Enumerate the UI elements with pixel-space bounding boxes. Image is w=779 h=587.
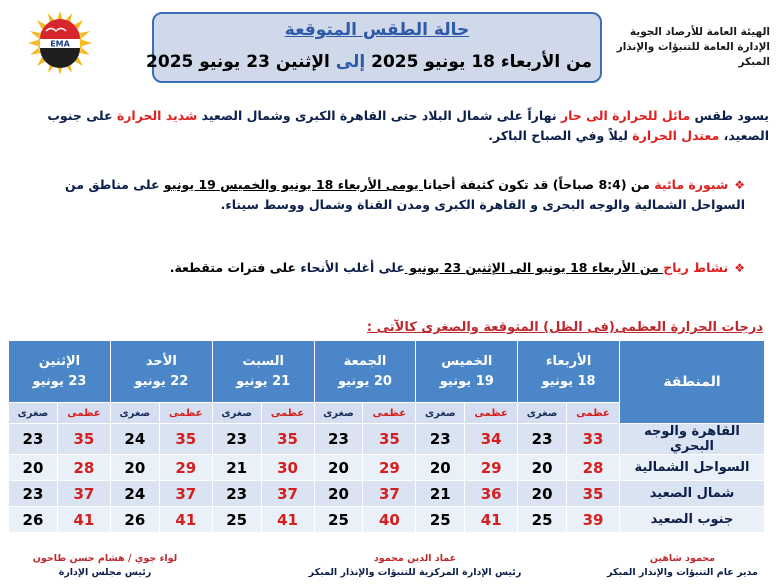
day-date: 20 يونيو [337, 373, 392, 389]
organization-line-1: الهيئة العامة للأرصاد الجوية [629, 26, 770, 38]
date-range-start: من الأربعاء 18 يونيو 2025 [371, 52, 592, 72]
min-temp-cell: 23 [416, 424, 465, 455]
max-temp-cell: 35 [363, 424, 416, 455]
min-temp-cell: 26 [110, 507, 159, 533]
region-name: القاهرة والوجه البحري [620, 424, 765, 455]
wind-part-1: نشاط رياح [663, 260, 729, 275]
max-temp-header: عظمى [465, 403, 518, 424]
min-temp-cell: 25 [518, 507, 567, 533]
max-temp-cell: 29 [159, 455, 212, 481]
summary-part-4: شديد الحرارة [116, 108, 198, 123]
min-temp-header: صغرى [314, 403, 363, 424]
day-date: 23 يونيو [32, 373, 87, 389]
summary-part-1: يسود طقس [690, 108, 769, 123]
day-name: الأحد [145, 353, 177, 369]
fog-part-5: على مناطق من السواحل الشمالية والوجه البحرى و القاهرة الكبرى ومدن القناة وشمال ووسط سيناء. [65, 177, 745, 212]
fog-part-3: قد تكون كثيفة أحيانا [422, 177, 549, 192]
min-temp-cell: 20 [416, 455, 465, 481]
table-header-row [9, 341, 765, 403]
diamond-bullet-icon: ❖ [734, 178, 745, 192]
max-temp-cell: 28 [567, 455, 620, 481]
day-date: 22 يونيو [134, 373, 189, 389]
summary-part-7: ليلاً وفي الصباح الباكر. [488, 128, 633, 143]
title-box [146, 12, 602, 83]
day-column-header [9, 341, 111, 403]
min-temp-header: صغرى [518, 403, 567, 424]
max-temp-cell: 35 [261, 424, 314, 455]
signature-name: عماد الدين محمود [373, 553, 457, 564]
day-name: السبت [242, 353, 284, 369]
min-temp-cell: 23 [212, 481, 261, 507]
max-temp-cell: 28 [57, 455, 110, 481]
summary-part-2: مائل للحرارة الى حار [560, 108, 691, 123]
page-title: حالة الطقس المتوقعة [284, 20, 470, 40]
max-temp-cell: 35 [159, 424, 212, 455]
table-row [9, 455, 765, 481]
summary-part-6: معتدل الحرارة [632, 128, 720, 143]
day-name: الجمعة [343, 353, 387, 369]
min-temp-cell: 20 [518, 481, 567, 507]
signature-2 [300, 552, 530, 580]
summary-part-3: نهاراً على شمال البلاد حتى القاهرة الكبرى وشمال الصعيد [197, 108, 561, 123]
table-title: درجات الحرارة العظمى(فى الظل) المتوقعة والصغرى كالآتى : [366, 320, 763, 335]
table-row [9, 481, 765, 507]
summary-part-5: على جنوب الصعيد، [47, 108, 769, 143]
organization-line-2: الإدارة العامة للتنبؤات والإنذار المبكر [616, 41, 770, 68]
min-temp-cell: 21 [212, 455, 261, 481]
signature-1 [595, 552, 770, 580]
fog-warning [15, 175, 745, 215]
day-name: الإثنين [38, 353, 81, 369]
min-temp-header: صغرى [9, 403, 58, 424]
temperature-table [8, 340, 765, 533]
min-temp-header: صغرى [110, 403, 159, 424]
region-name: جنوب الصعيد [620, 507, 765, 533]
logo-text: EMA [50, 39, 70, 49]
min-temp-cell: 23 [9, 481, 58, 507]
max-temp-cell: 36 [465, 481, 518, 507]
min-temp-cell: 23 [9, 424, 58, 455]
max-temp-cell: 29 [363, 455, 416, 481]
day-name: الأربعاء [545, 353, 592, 369]
max-temp-cell: 35 [567, 481, 620, 507]
min-temp-cell: 24 [110, 424, 159, 455]
max-temp-header: عظمى [261, 403, 314, 424]
max-temp-header: عظمى [567, 403, 620, 424]
organization-header [600, 25, 770, 70]
max-temp-cell: 41 [159, 507, 212, 533]
diamond-bullet-icon: ❖ [734, 261, 745, 275]
table-row [9, 507, 765, 533]
min-temp-header: صغرى [212, 403, 261, 424]
min-temp-cell: 23 [518, 424, 567, 455]
date-range-connector: إلى [335, 52, 366, 72]
min-temp-cell: 24 [110, 481, 159, 507]
signature-title: مدير عام التنبؤات والإنذار المبكر [607, 567, 758, 578]
ema-logo-icon [22, 10, 98, 76]
region-name: شمال الصعيد [620, 481, 765, 507]
max-temp-cell: 29 [465, 455, 518, 481]
table-row [9, 424, 765, 455]
min-temp-cell: 23 [212, 424, 261, 455]
forecast-summary [9, 106, 769, 146]
day-column-header [416, 341, 518, 403]
date-range [146, 52, 592, 72]
min-temp-cell: 21 [416, 481, 465, 507]
max-temp-cell: 30 [261, 455, 314, 481]
max-temp-cell: 37 [363, 481, 416, 507]
day-name: الخميس [441, 353, 493, 369]
fog-part-4: يومى الأربعاء 18 يونيو والخميس 19 يونيو [163, 177, 423, 192]
signature-name: محمود شاهين [649, 553, 716, 564]
fog-part-1: شبورة مائية [654, 177, 729, 192]
max-temp-header: عظمى [57, 403, 110, 424]
signature-3 [10, 552, 200, 580]
max-temp-cell: 37 [57, 481, 110, 507]
signature-title: رئيس الإدارة المركزية للتنبؤات والإنذار المبكر [308, 567, 522, 578]
max-temp-cell: 34 [465, 424, 518, 455]
max-temp-cell: 35 [57, 424, 110, 455]
min-temp-cell: 20 [314, 455, 363, 481]
day-date: 19 يونيو [439, 373, 494, 389]
min-temp-header: صغرى [416, 403, 465, 424]
min-temp-cell: 23 [314, 424, 363, 455]
max-temp-header: عظمى [159, 403, 212, 424]
region-column-header: المنطقة [620, 341, 765, 424]
day-date: 18 يونيو [541, 373, 596, 389]
max-temp-cell: 41 [261, 507, 314, 533]
min-temp-cell: 20 [314, 481, 363, 507]
min-temp-cell: 20 [110, 455, 159, 481]
day-column-header [212, 341, 314, 403]
min-temp-cell: 25 [212, 507, 261, 533]
min-temp-cell: 20 [9, 455, 58, 481]
max-temp-header: عظمى [363, 403, 416, 424]
day-date: 21 يونيو [236, 373, 291, 389]
signature-title: رئيس مجلس الإدارة [58, 567, 152, 578]
min-temp-cell: 26 [9, 507, 58, 533]
region-name: السواحل الشمالية [620, 455, 765, 481]
fog-part-2: من (8:4 صباحاً) [548, 177, 655, 192]
max-temp-cell: 41 [465, 507, 518, 533]
min-temp-cell: 25 [416, 507, 465, 533]
wind-warning [15, 258, 745, 278]
max-temp-cell: 37 [159, 481, 212, 507]
max-temp-cell: 39 [567, 507, 620, 533]
max-temp-cell: 41 [57, 507, 110, 533]
wind-part-2: من الأربعاء 18 يونيو الى الإثنين 23 يونيو [404, 260, 664, 275]
signature-name: لواء جوي / هشام حسن طاحون [32, 553, 178, 564]
max-temp-cell: 37 [261, 481, 314, 507]
max-temp-cell: 40 [363, 507, 416, 533]
min-temp-cell: 25 [314, 507, 363, 533]
date-range-end: الإثنين 23 يونيو 2025 [146, 52, 330, 72]
day-column-header [518, 341, 620, 403]
min-temp-cell: 20 [518, 455, 567, 481]
day-column-header [110, 341, 212, 403]
wind-part-3: على أغلب الأنحاء [300, 260, 405, 275]
day-column-header [314, 341, 416, 403]
wind-part-4: على فترات متقطعة. [169, 260, 301, 275]
max-temp-cell: 33 [567, 424, 620, 455]
